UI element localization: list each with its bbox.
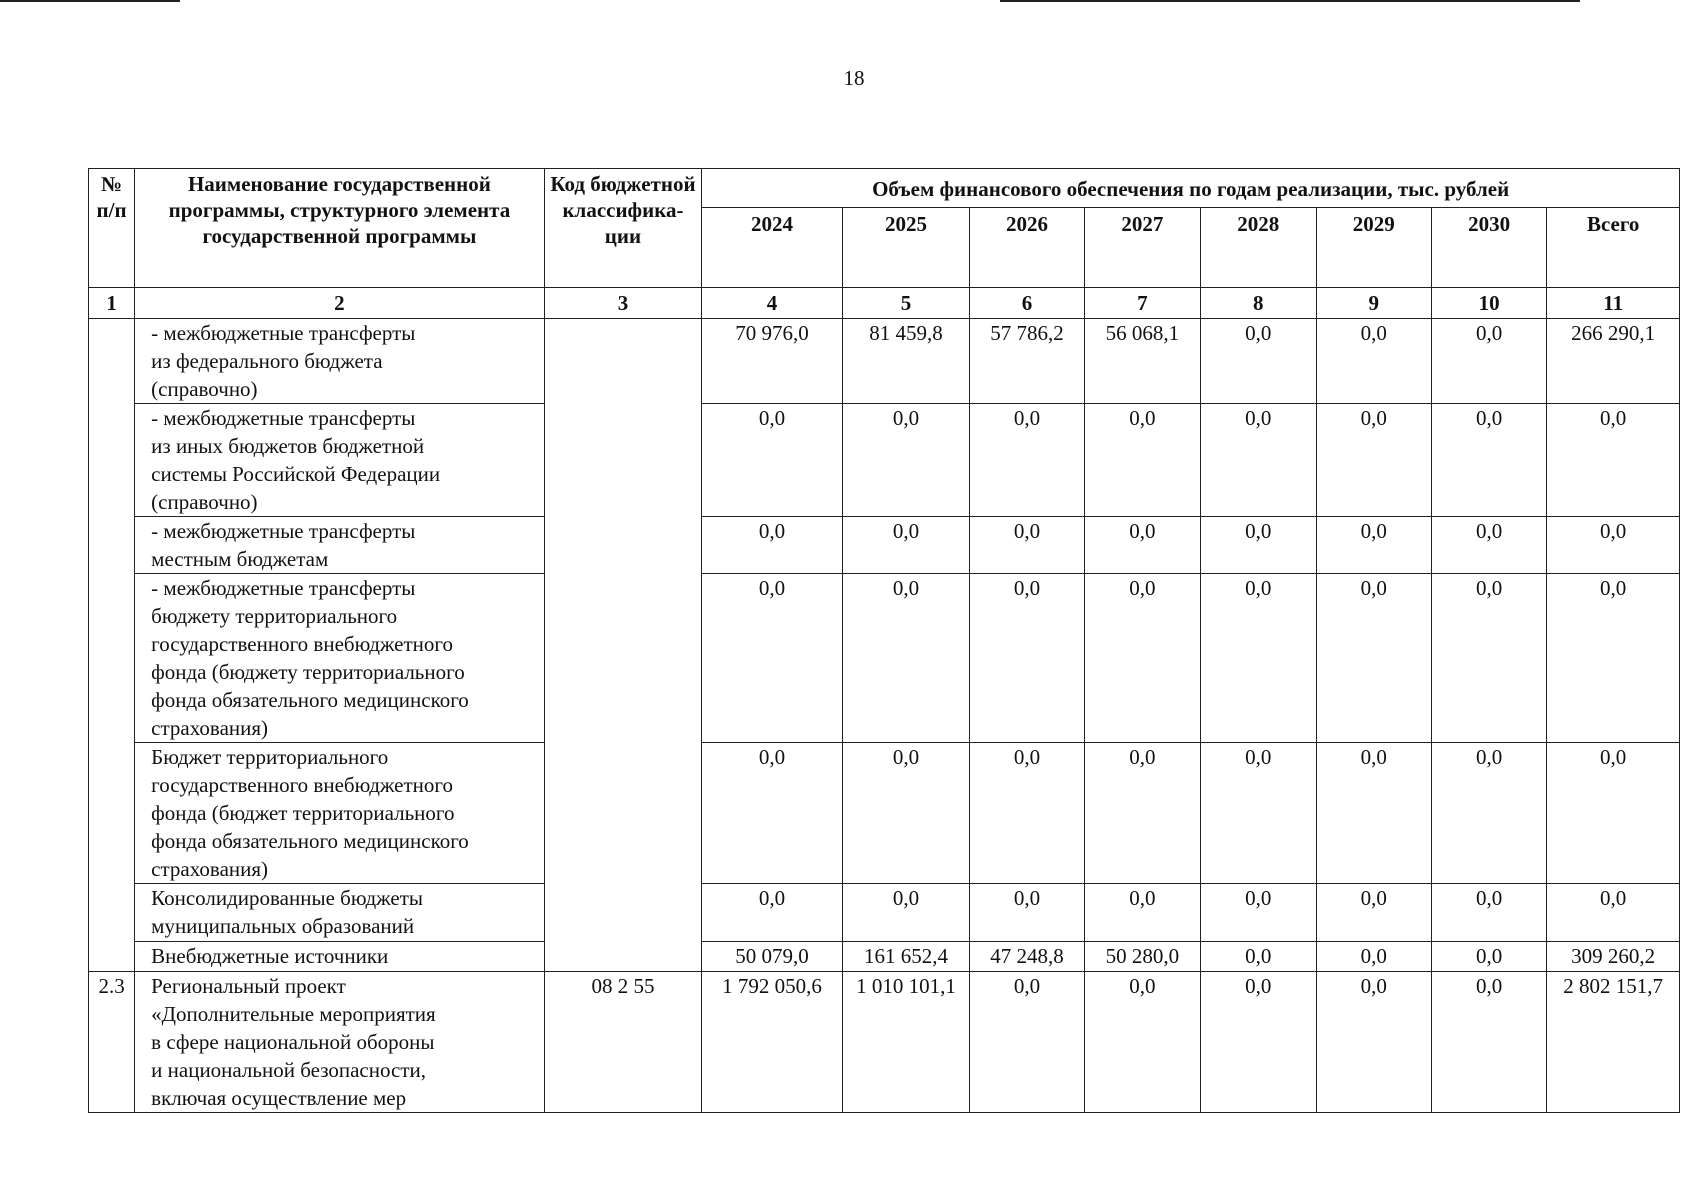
column-number-row (89, 288, 1680, 319)
project-value-cell: 0,0 (1316, 972, 1431, 1113)
value-cell: 0,0 (1316, 942, 1431, 972)
value-cell: 57 786,2 (970, 319, 1084, 404)
scan-edge-line-left (0, 0, 180, 2)
value-cell: 0,0 (1084, 574, 1200, 743)
value-cell: 0,0 (702, 404, 843, 517)
value-cell: 56 068,1 (1084, 319, 1200, 404)
header-year: 2024 (702, 208, 843, 288)
row-name: - межбюджетные трансферты местным бюджетам (135, 517, 545, 574)
header-year: 2027 (1084, 208, 1200, 288)
value-cell: 0,0 (1547, 404, 1680, 517)
table-row (89, 404, 1680, 517)
value-cell: 0,0 (1316, 574, 1431, 743)
table-row (89, 517, 1680, 574)
project-row (89, 972, 1680, 1113)
project-name: Региональный проект «Дополнительные мероприятия в сфере национальной обороны и национальной безопасности, включая осуществление мер (135, 972, 545, 1113)
value-cell: 0,0 (702, 884, 843, 942)
header-volume: Объем финансового обеспечения по годам реализации, тыс. рублей (702, 169, 1680, 208)
value-cell: 0,0 (1084, 404, 1200, 517)
table-row (89, 743, 1680, 884)
value-cell: 0,0 (1316, 517, 1431, 574)
value-cell: 0,0 (970, 884, 1084, 942)
header-year: 2026 (970, 208, 1084, 288)
table-row (89, 574, 1680, 743)
value-cell: 0,0 (842, 517, 969, 574)
value-cell: 0,0 (702, 743, 843, 884)
row-name: - межбюджетные трансферты бюджету территориального государственного внебюджетного фонда (бюджету территориального фонда обязательного медицинского страхования) (135, 574, 545, 743)
header-name: Наименование государственной программы, структурного элемента государственной программы (135, 169, 545, 288)
header-year: 2025 (842, 208, 969, 288)
value-cell: 0,0 (1084, 743, 1200, 884)
column-number: 8 (1201, 288, 1316, 319)
row-name: Консолидированные бюджеты муниципальных образований (135, 884, 545, 942)
value-cell: 0,0 (1316, 319, 1431, 404)
value-cell: 0,0 (970, 404, 1084, 517)
project-code: 08 2 55 (544, 972, 702, 1113)
project-value-cell: 1 792 050,6 (702, 972, 843, 1113)
value-cell: 50 280,0 (1084, 942, 1200, 972)
project-value-cell: 1 010 101,1 (842, 972, 969, 1113)
column-number: 7 (1084, 288, 1200, 319)
value-cell: 0,0 (1547, 884, 1680, 942)
row-name: Бюджет территориального государственного внебюджетного фонда (бюджет территориального фонда обязательного медицинского страхования) (135, 743, 545, 884)
column-number: 11 (1547, 288, 1680, 319)
merged-no-cell (89, 319, 135, 972)
value-cell: 0,0 (842, 884, 969, 942)
value-cell: 0,0 (1547, 517, 1680, 574)
project-value-cell: 0,0 (1084, 972, 1200, 1113)
project-value-cell: 0,0 (970, 972, 1084, 1113)
value-cell: 309 260,2 (1547, 942, 1680, 972)
page-number: 18 (843, 66, 865, 90)
header-year: 2029 (1316, 208, 1431, 288)
value-cell: 47 248,8 (970, 942, 1084, 972)
value-cell: 0,0 (842, 574, 969, 743)
value-cell: 0,0 (1201, 942, 1316, 972)
value-cell: 0,0 (702, 517, 843, 574)
value-cell: 0,0 (970, 517, 1084, 574)
value-cell: 161 652,4 (842, 942, 969, 972)
header-row-1 (89, 169, 1680, 208)
merged-code-cell (544, 319, 702, 972)
table-row (89, 942, 1680, 972)
value-cell: 0,0 (1431, 743, 1546, 884)
budget-table (88, 168, 1680, 1113)
project-value-cell: 2 802 151,7 (1547, 972, 1680, 1113)
value-cell: 81 459,8 (842, 319, 969, 404)
value-cell: 0,0 (1201, 517, 1316, 574)
column-number: 2 (135, 288, 545, 319)
project-value-cell: 0,0 (1201, 972, 1316, 1113)
value-cell: 0,0 (1431, 884, 1546, 942)
row-name: - межбюджетные трансферты из иных бюджетов бюджетной системы Российской Федерации (справочно) (135, 404, 545, 517)
value-cell: 0,0 (702, 574, 843, 743)
value-cell: 0,0 (1547, 743, 1680, 884)
table-row (89, 319, 1680, 404)
column-number: 4 (702, 288, 843, 319)
value-cell: 0,0 (1084, 884, 1200, 942)
header-year: 2030 (1431, 208, 1546, 288)
scan-edge-line-right (1000, 0, 1580, 2)
value-cell: 0,0 (1431, 574, 1546, 743)
value-cell: 0,0 (1431, 942, 1546, 972)
header-code: Код бюджетной классифика-ции (544, 169, 702, 288)
value-cell: 0,0 (1084, 517, 1200, 574)
table-row (89, 884, 1680, 942)
project-no: 2.3 (89, 972, 135, 1113)
row-name: - межбюджетные трансферты из федерального бюджета (справочно) (135, 319, 545, 404)
value-cell: 0,0 (970, 743, 1084, 884)
value-cell: 0,0 (1201, 884, 1316, 942)
value-cell: 0,0 (842, 404, 969, 517)
value-cell: 0,0 (1201, 404, 1316, 517)
value-cell: 0,0 (1316, 884, 1431, 942)
value-cell: 50 079,0 (702, 942, 843, 972)
value-cell: 0,0 (842, 743, 969, 884)
header-year: 2028 (1201, 208, 1316, 288)
column-number: 5 (842, 288, 969, 319)
value-cell: 0,0 (1201, 743, 1316, 884)
column-number: 6 (970, 288, 1084, 319)
value-cell: 0,0 (970, 574, 1084, 743)
value-cell: 70 976,0 (702, 319, 843, 404)
value-cell: 0,0 (1316, 743, 1431, 884)
project-value-cell: 0,0 (1431, 972, 1546, 1113)
value-cell: 0,0 (1316, 404, 1431, 517)
column-number: 9 (1316, 288, 1431, 319)
value-cell: 0,0 (1201, 319, 1316, 404)
value-cell: 266 290,1 (1547, 319, 1680, 404)
header-year: Всего (1547, 208, 1680, 288)
value-cell: 0,0 (1547, 574, 1680, 743)
row-name: Внебюджетные источники (135, 942, 545, 972)
column-number: 3 (544, 288, 702, 319)
header-no: № п/п (89, 169, 135, 288)
column-number: 1 (89, 288, 135, 319)
value-cell: 0,0 (1431, 517, 1546, 574)
column-number: 10 (1431, 288, 1546, 319)
value-cell: 0,0 (1201, 574, 1316, 743)
value-cell: 0,0 (1431, 404, 1546, 517)
value-cell: 0,0 (1431, 319, 1546, 404)
